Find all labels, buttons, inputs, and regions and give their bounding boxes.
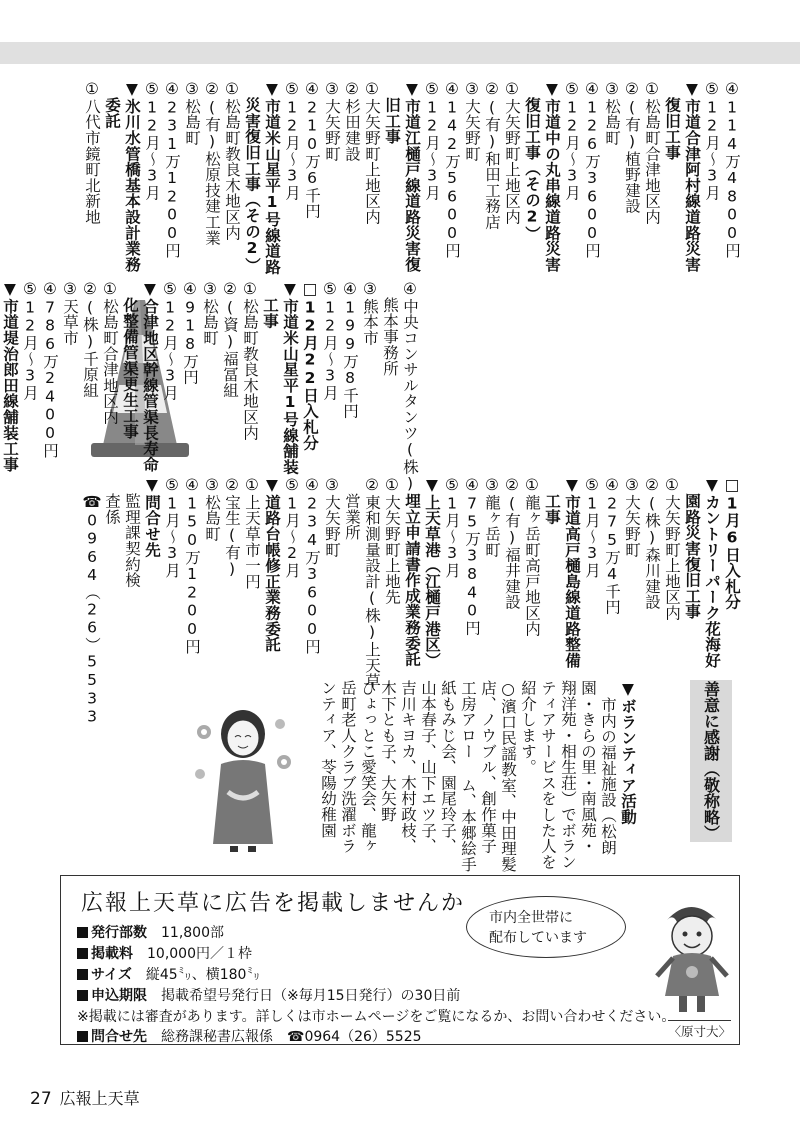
text-line: ③大矢野町 [623, 476, 641, 558]
text-line: ②(有)植野建設 [623, 80, 641, 214]
text-line: ①八代市鏡町北新地 [83, 80, 101, 225]
text-line: ②東和測量設計(株)上天草 [363, 476, 381, 689]
text-line: ⑤1月～3月 [163, 476, 181, 579]
publication-name: 広報上天草 [59, 1089, 140, 1108]
volunteer-text [318, 680, 638, 873]
text-line: ④199万8千円 [341, 280, 359, 419]
text-line: ①大矢野町上地先 [383, 476, 401, 605]
text-line: 復旧工事 [663, 97, 681, 161]
text-line: ③松島町 [203, 476, 221, 542]
text-line: 園路災害復旧工事 [683, 493, 701, 620]
text-line: 吉川キヨカ、木村政枝、 [399, 680, 417, 854]
text-line: ③大矢野町 [323, 476, 341, 558]
text-line: ④150万1200円 [183, 476, 201, 654]
mascot-character-icon [649, 898, 734, 1016]
text-line: 旧工事 [383, 97, 401, 145]
text-line: ③大矢野町 [323, 80, 341, 162]
text-line: ⑤12月～3月 [161, 280, 179, 401]
text-line: ▼問合せ先 [143, 476, 161, 558]
text-line: □12月22日入札分 [301, 280, 319, 451]
text-line: ③松島町 [201, 280, 219, 346]
ad-row-deadline: 申込期限 掲載希望号発行日（※毎月15日発行）の30日前 [77, 985, 460, 1005]
text-line: ④75万3840円 [463, 476, 481, 636]
text-line: ⑤12月～3月 [21, 280, 39, 401]
text-line: □1月6日入札分 [723, 476, 741, 610]
volunteer-heading: 善意に感謝（敬称略） [690, 680, 732, 842]
text-line: ④234万3600円 [303, 476, 321, 654]
text-line: ③松島町 [603, 80, 621, 146]
text-line: ☎0964（26）5533 [83, 493, 101, 726]
text-line: ②(資)福冨組 [221, 280, 239, 399]
text-line: ⑤12月～3月 [143, 80, 161, 201]
top-band [0, 42, 800, 64]
text-line: ①上天草市一円 [243, 476, 261, 590]
text-line: ④275万4千円 [603, 476, 621, 615]
page-footer [30, 1086, 140, 1109]
text-line: ⑤12月～3月 [283, 80, 301, 201]
text-line: ▼市道高戸樋島線道路整備 [563, 476, 581, 669]
text-line: ②(株)千原組 [81, 280, 99, 399]
bid-results-column-b [0, 280, 420, 493]
text-line: 熊本事務所 [381, 297, 399, 376]
text-line: 工事 [261, 297, 279, 329]
text-line: ④786万2400円 [41, 280, 59, 458]
text-line: 山本春子、山下エツ子、 [419, 680, 437, 854]
text-line: ①大矢野町上地区内 [363, 80, 381, 225]
text-line: ▼市道江樋戸線道路災害復 [403, 80, 421, 273]
ad-row-fee: 掲載料 10,000円／１枠 [77, 943, 252, 963]
text-line: ▼市道米山星平1号線舗装 [281, 280, 299, 475]
text-line: ③龍ヶ岳町 [483, 476, 501, 558]
actual-size-label: 〈原寸大〉 [668, 1020, 731, 1040]
text-line: ▼ボランティア活動 [619, 680, 637, 825]
text-line: ○濱口民謡教室、中田理髪 [499, 680, 517, 873]
text-line: 紹介します。 [519, 680, 537, 775]
text-line: ▼カントリーパーク花海好 [703, 476, 721, 669]
text-line: ▼上天草港（江樋戸港区） [423, 476, 441, 669]
text-line: ④114万4800円 [723, 80, 741, 258]
text-line: 市内の福祉施設（松朗 [599, 697, 617, 855]
text-line: ▼氷川水管橋基本設計業務 [123, 80, 141, 273]
text-line: 災害復旧工事（その2） [243, 97, 261, 274]
text-line: ②(有)松原技建工業 [203, 80, 221, 246]
text-line: ③松島町 [183, 80, 201, 146]
text-line: ⑤1月～3月 [443, 476, 461, 579]
text-line: 店、ノウブル、創作菓子 [479, 680, 497, 854]
text-line: ▼市道合津阿村線道路災害 [683, 80, 701, 273]
text-line: ▼市道米山星平1号線道路 [263, 80, 281, 275]
text-line: ▼道路台帳修正業務委託 [263, 476, 281, 653]
text-line: 埋立申請書作成業務委託 [403, 493, 421, 667]
bid-results-column-c [82, 476, 742, 726]
text-line: ⑤12月～3月 [563, 80, 581, 201]
text-line: ンティア、苓陽幼稚園 [319, 680, 337, 838]
text-line: ②宝生(有) [223, 476, 241, 579]
text-line: ②(有)福井建設 [503, 476, 521, 610]
text-line: 化整備管渠更生工事 [121, 297, 139, 440]
text-line: ①大矢野町上地区内 [503, 80, 521, 225]
text-line: ②(有)和田工務店 [483, 80, 501, 230]
text-line: ④918万円 [181, 280, 199, 385]
text-line: ④142万5600円 [443, 80, 461, 258]
text-line: ▼市道堤治郎田線舗装工事 [1, 280, 19, 473]
text-line: ①松島町合津地区内 [643, 80, 661, 225]
text-line: ③天草市 [61, 280, 79, 346]
text-line: ⑤12月～3月 [703, 80, 721, 201]
text-line: ⑤12月～3月 [423, 80, 441, 201]
text-line: ③大矢野町 [463, 80, 481, 162]
ad-speech-bubble: 市内全世帯に 配布しています [466, 896, 626, 958]
text-line: 査係 [103, 493, 121, 525]
text-line: ▼市道中の丸串線道路災害 [543, 80, 561, 273]
text-line: ②(株)森川建設 [643, 476, 661, 610]
text-line: 工房アロー ム、本郷絵手 [459, 680, 477, 873]
text-line: ③熊本市 [361, 280, 379, 346]
text-line: ⑤12月～3月 [321, 280, 339, 401]
text-line: 工事 [543, 493, 561, 525]
text-line: ④210万6千円 [303, 80, 321, 219]
text-line: 委託 [103, 97, 121, 129]
text-line: ④126万3600円 [583, 80, 601, 258]
text-line: ⑤1月～2月 [283, 476, 301, 579]
text-line: 復旧工事（その2） [523, 97, 541, 242]
text-line: ①龍ヶ岳町高戸地区内 [523, 476, 541, 637]
text-line: ④231万1200円 [163, 80, 181, 258]
text-line: ひょっとこ愛笑会、龍ヶ [359, 680, 377, 854]
text-line: ①松島町教良木地区内 [223, 80, 241, 241]
text-line: 岳町老人クラブ洗濯ボラ [339, 680, 357, 854]
text-line: 園・きらの里・南風苑・ [579, 680, 597, 854]
text-line: 紙もみじ会、園尾玲子、 [439, 680, 457, 854]
ad-recruitment-box [60, 875, 740, 1045]
text-line: ⑤1月～3月 [583, 476, 601, 579]
text-line: ②杉田建設 [343, 80, 361, 162]
woman-illustration-icon [188, 702, 298, 852]
text-line: 監理課契約検 [123, 493, 141, 588]
ad-row-size: サイズ 縦45㍉、横180㍉ [77, 964, 260, 984]
text-line: ④中央コンサルタンツ(株) [401, 280, 419, 493]
text-line: 木下とも子、大矢野 [379, 680, 397, 823]
text-line: ①松島町教良木地区内 [241, 280, 259, 441]
ad-title: 広報上天草に広告を掲載しませんか [81, 891, 466, 916]
page-number: 27 [30, 1089, 52, 1109]
ad-row-circulation: 発行部数 11,800部 [77, 922, 224, 942]
text-line: ①松島町合津地区内 [101, 280, 119, 425]
text-line: 営業所 [343, 493, 361, 541]
text-line: ▼合津地区幹線管渠長寿命 [141, 280, 159, 473]
text-line: ①大矢野町上地区内 [663, 476, 681, 621]
text-line: ティアサービスをした人を [539, 680, 557, 870]
text-line: 翔洋苑・相生荘）でボラン [559, 680, 577, 870]
ad-note: ※掲載には審査があります。詳しくは市ホームページをご覧になるか、お問い合わせください。 [77, 1009, 676, 1025]
ad-contact: 問合せ先 総務課秘書広報係 ☎0964（26）5525 [77, 1026, 422, 1046]
